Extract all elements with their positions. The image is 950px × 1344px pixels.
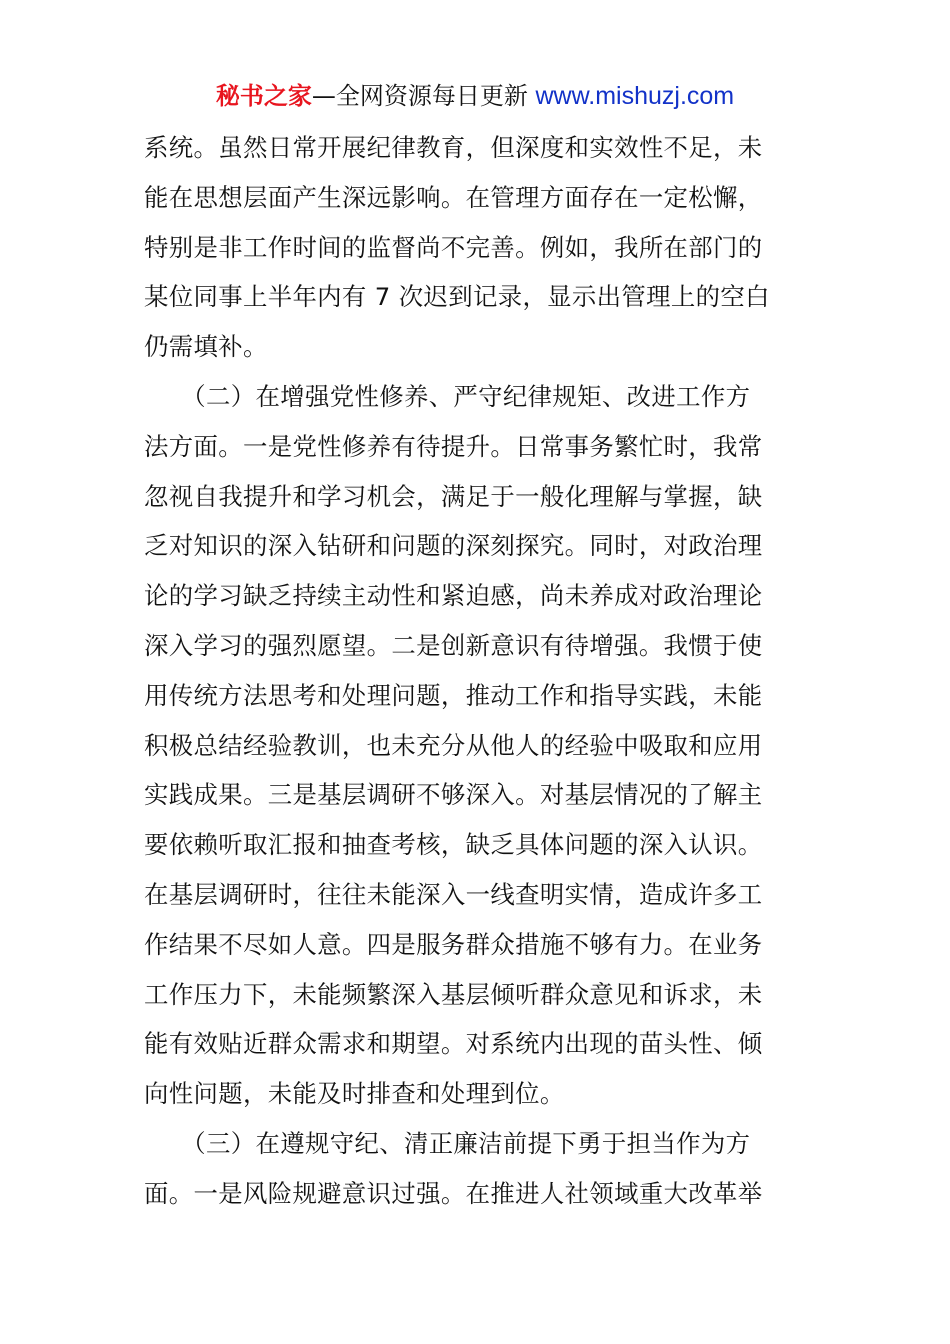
site-brand: 秘书之家 xyxy=(215,82,312,110)
text-line: 系统。虽然日常开展纪律教育，但深度和实效性不足，未 xyxy=(144,133,763,162)
text-line: （三）在遵规守纪、清正廉洁前提下勇于担当作为方 xyxy=(144,1128,751,1158)
text-line: 忽视自我提升和学习机会，满足于一般化理解与掌握，缺 xyxy=(144,481,763,511)
text-line: 作结果不尽如人意。四是服务群众措施不够有力。在业务 xyxy=(144,929,763,959)
text-line: 要依赖听取汇报和抽查考核，缺乏具体问题的深入认识。 xyxy=(144,830,763,860)
text-line: 实践成果。三是基层调研不够深入。对基层情况的了解主 xyxy=(144,780,763,810)
site-header xyxy=(0,80,950,112)
site-tagline: —全网资源每日更新 xyxy=(311,82,528,110)
document-body xyxy=(144,123,808,1219)
text-line: 向性问题，未能及时排查和处理到位。 xyxy=(144,1079,565,1109)
text-line: 能在思想层面产生深远影响。在管理方面存在一定松懈， xyxy=(144,182,763,212)
text-line: 特别是非工作时间的监督尚不完善。例如，我所在部门的 xyxy=(144,232,763,262)
text-line: 乏对知识的深入钻研和问题的深刻探究。同时，对政治理 xyxy=(144,531,763,561)
text-line: 面。一是风险规避意识过强。在推进人社领域重大改革举 xyxy=(144,1178,763,1208)
text-line: 仍需填补。 xyxy=(144,332,268,362)
text-line: （二）在增强党性修养、严守纪律规矩、改进工作方 xyxy=(144,381,751,411)
text-line: 论的学习缺乏持续主动性和紧迫感，尚未养成对政治理论 xyxy=(144,581,763,611)
site-url-link[interactable]: www.mishuzj.com xyxy=(535,82,735,110)
text-line: 某位同事上半年内有 7 次迟到记录，显示出管理上的空白 xyxy=(144,282,770,312)
text-line: 在基层调研时，往往未能深入一线查明实情，造成许多工 xyxy=(144,879,763,909)
text-line: 能有效贴近群众需求和期望。对系统内出现的苗头性、倾 xyxy=(144,1029,763,1059)
text-line: 深入学习的强烈愿望。二是创新意识有待增强。我惯于使 xyxy=(144,630,763,660)
text-line: 积极总结经验教训，也未充分从他人的经验中吸取和应用 xyxy=(144,730,763,760)
text-line: 法方面。一是党性修养有待提升。日常事务繁忙时，我常 xyxy=(144,431,763,461)
text-line: 用传统方法思考和处理问题，推动工作和指导实践，未能 xyxy=(144,680,763,710)
text-line: 工作压力下，未能频繁深入基层倾听群众意见和诉求，未 xyxy=(144,979,763,1009)
